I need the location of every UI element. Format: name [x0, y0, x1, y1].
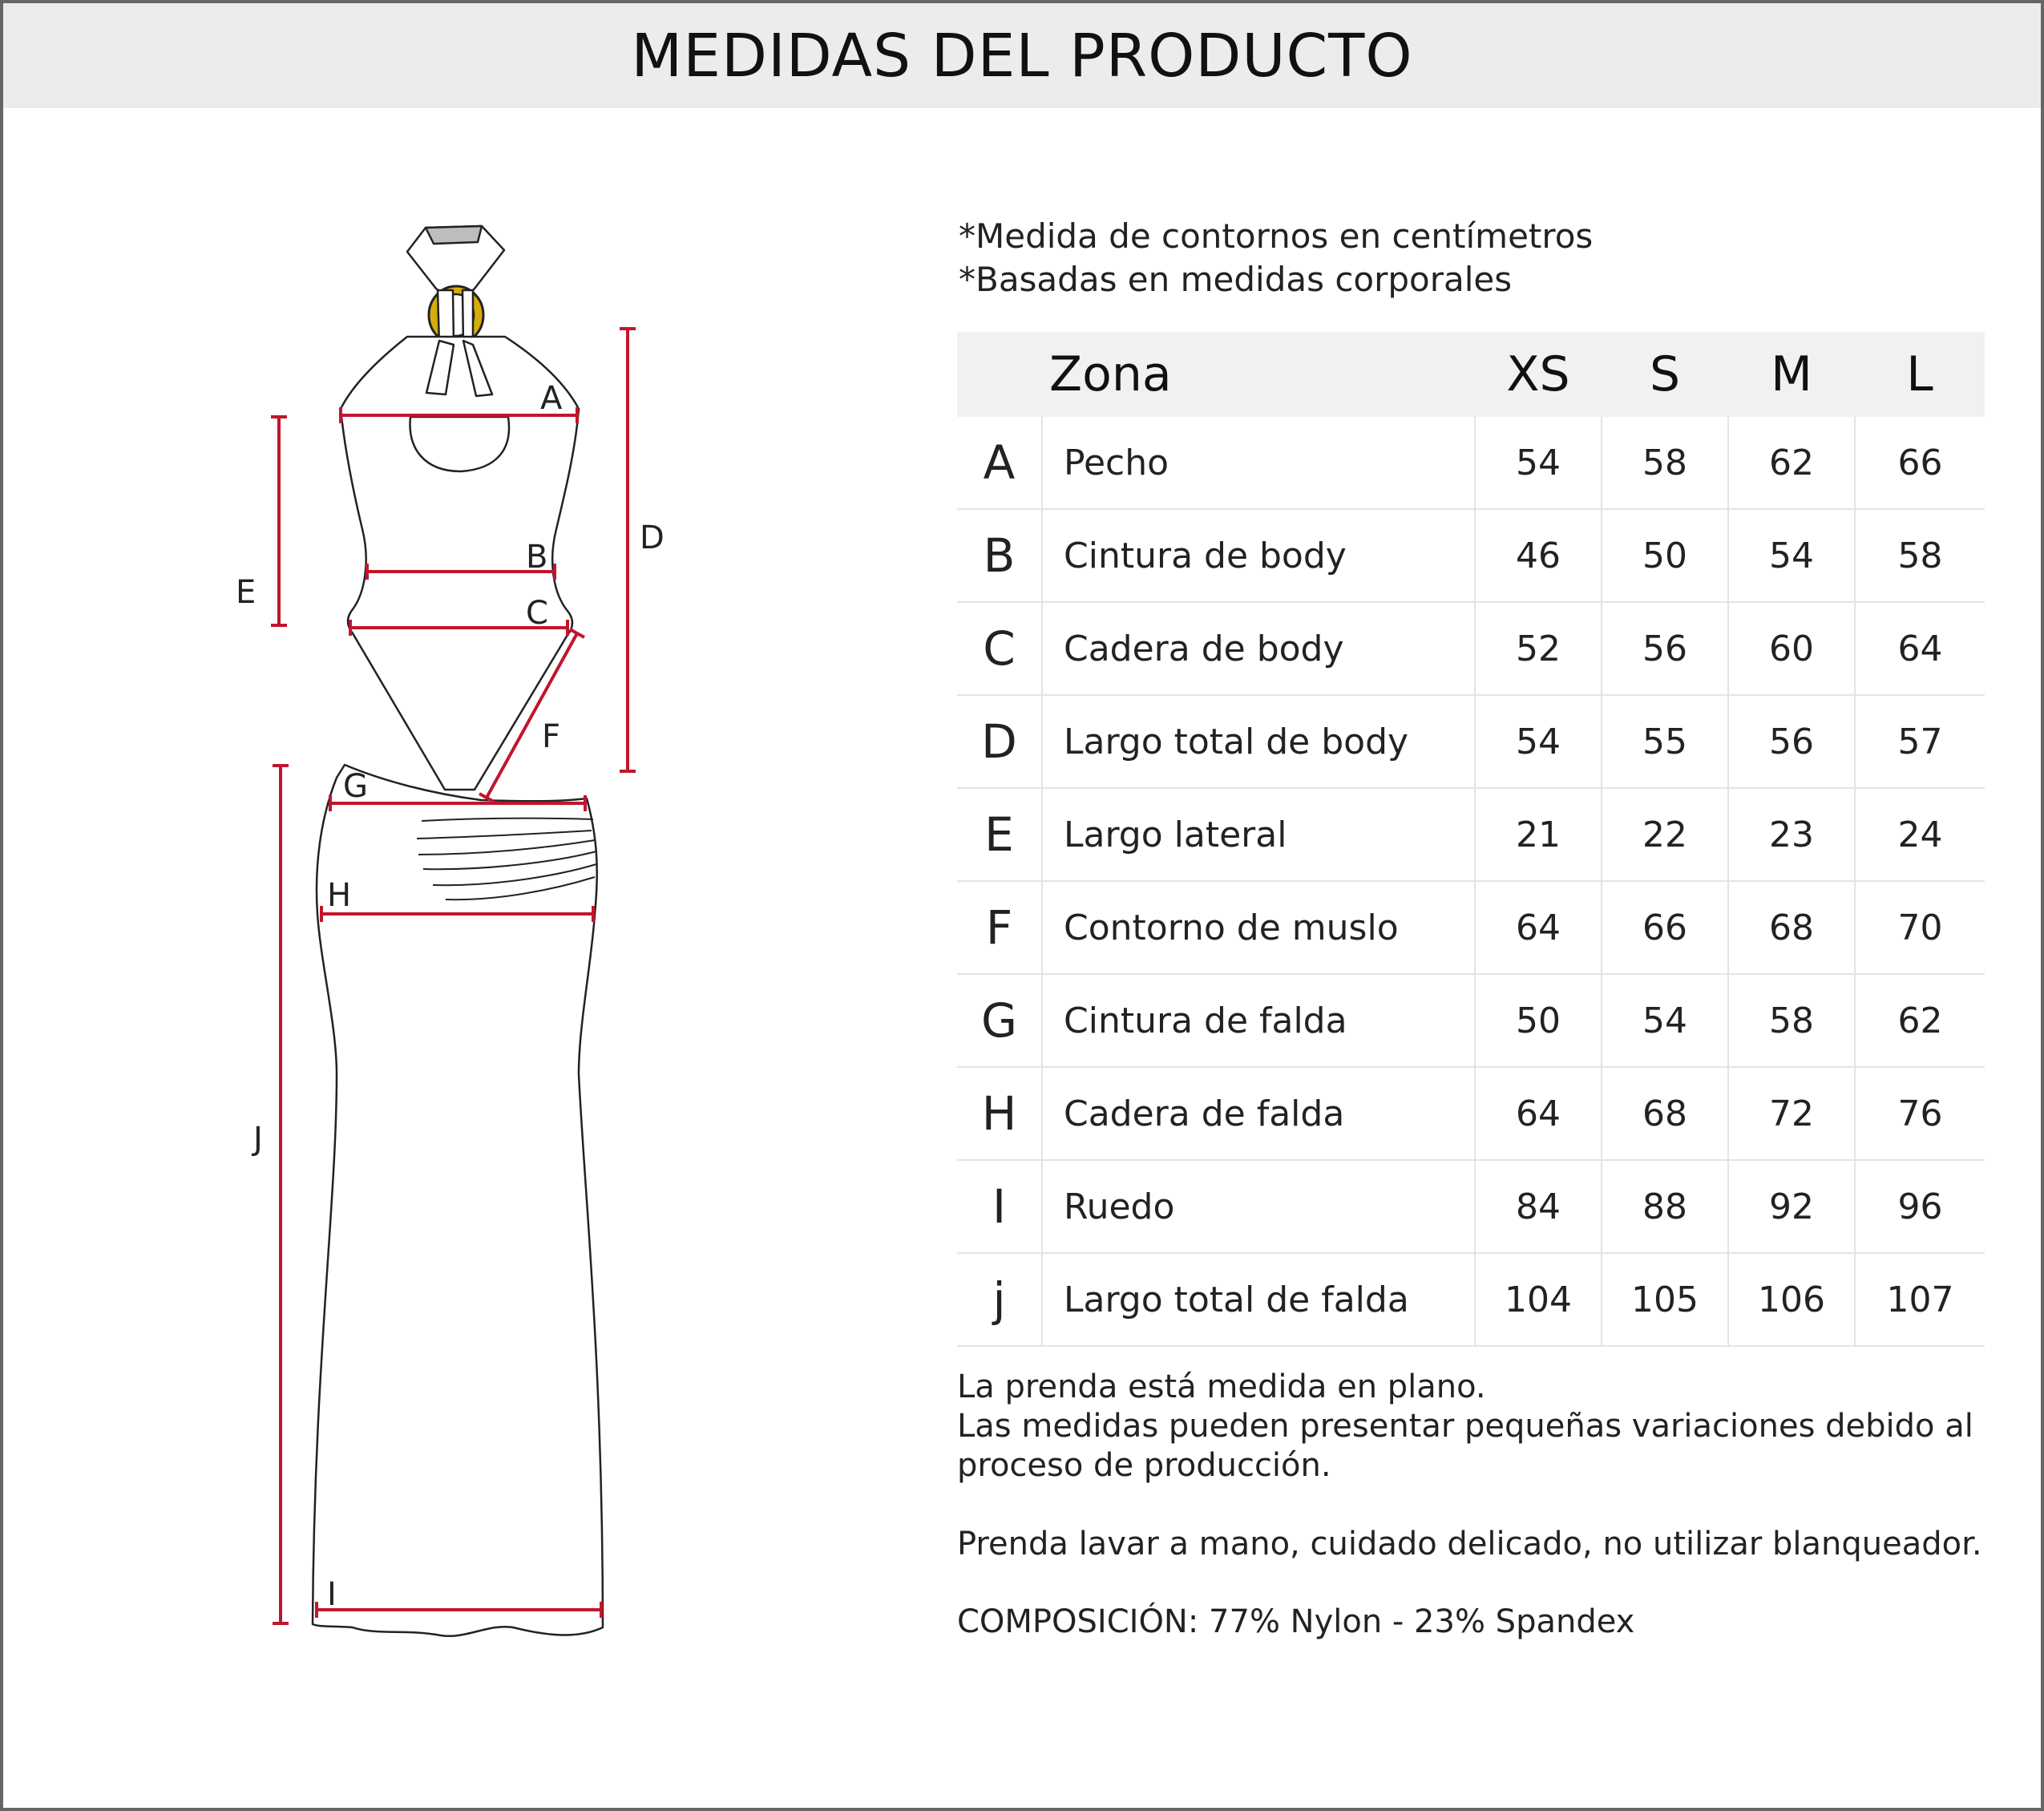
title-bar: [3, 3, 2041, 108]
label-h: H: [327, 877, 352, 914]
label-c: C: [526, 595, 548, 632]
row-value: 22: [1602, 788, 1728, 881]
table-row: [957, 509, 1985, 602]
note-contours: *Medida de contornos en centímetros: [959, 216, 1594, 256]
table-row: [957, 881, 1985, 974]
row-value: 23: [1728, 788, 1855, 881]
row-letter: D: [957, 695, 1042, 788]
row-letter: I: [957, 1160, 1042, 1253]
row-value: 66: [1855, 417, 1985, 509]
label-b: B: [526, 539, 548, 576]
row-zone: Cintura de body: [1042, 509, 1475, 602]
row-letter: G: [957, 974, 1042, 1067]
row-value: 106: [1728, 1253, 1855, 1346]
page-title: MEDIDAS DEL PRODUCTO: [631, 21, 1413, 91]
row-value: 68: [1602, 1067, 1728, 1160]
label-g: G: [343, 768, 368, 805]
skirt-outline: [313, 765, 603, 1636]
header-m: M: [1728, 332, 1855, 417]
row-value: 46: [1475, 509, 1602, 602]
row-zone: Ruedo: [1042, 1160, 1475, 1253]
row-zone: Cadera de falda: [1042, 1067, 1475, 1160]
table-row: [957, 1067, 1985, 1160]
note-body-measures: *Basadas en medidas corporales: [959, 260, 1513, 299]
row-zone: Pecho: [1042, 417, 1475, 509]
row-zone: Largo total de falda: [1042, 1253, 1475, 1346]
row-zone: Cintura de falda: [1042, 974, 1475, 1067]
row-letter: E: [957, 788, 1042, 881]
table-row: [957, 602, 1985, 695]
label-d: D: [640, 519, 665, 556]
row-value: 56: [1728, 695, 1855, 788]
label-a: A: [540, 380, 563, 417]
row-zone: Cadera de body: [1042, 602, 1475, 695]
composition: COMPOSICIÓN: 77% Nylon - 23% Spandex: [957, 1603, 1635, 1640]
row-letter: H: [957, 1067, 1042, 1160]
row-value: 64: [1855, 602, 1985, 695]
row-letter: B: [957, 509, 1042, 602]
row-value: 64: [1475, 881, 1602, 974]
notes-top: [959, 215, 1593, 301]
header-l: L: [1855, 332, 1985, 417]
row-value: 58: [1602, 417, 1728, 509]
header-zona: Zona: [957, 332, 1475, 417]
row-zone: Largo lateral: [1042, 788, 1475, 881]
collar-gray: [426, 226, 482, 244]
row-value: 70: [1855, 881, 1985, 974]
header-xs: XS: [1475, 332, 1602, 417]
note-variations: Las medidas pueden presentar pequeñas variaciones debido al proceso de producción.: [957, 1408, 1973, 1484]
row-letter: j: [957, 1253, 1042, 1346]
size-table: [957, 332, 1985, 1347]
row-value: 50: [1475, 974, 1602, 1067]
row-value: 58: [1855, 509, 1985, 602]
row-value: 88: [1602, 1160, 1728, 1253]
row-value: 54: [1475, 417, 1602, 509]
row-value: 104: [1475, 1253, 1602, 1346]
row-value: 62: [1855, 974, 1985, 1067]
row-value: 76: [1855, 1067, 1985, 1160]
table-header-row: [957, 332, 1985, 417]
row-letter: A: [957, 417, 1042, 509]
table-row: [957, 1253, 1985, 1346]
table-row: [957, 417, 1985, 509]
table-row: [957, 695, 1985, 788]
row-value: 52: [1475, 602, 1602, 695]
note-measured-flat: La prenda está medida en plano.: [957, 1368, 1486, 1405]
label-j: J: [253, 1121, 263, 1158]
label-f: F: [542, 718, 561, 755]
row-value: 50: [1602, 509, 1728, 602]
care-instructions: Prenda lavar a mano, cuidado delicado, no utilizar blanqueador.: [957, 1526, 1982, 1562]
row-value: 21: [1475, 788, 1602, 881]
row-value: 24: [1855, 788, 1985, 881]
row-value: 57: [1855, 695, 1985, 788]
row-zone: Contorno de muslo: [1042, 881, 1475, 974]
label-i: I: [327, 1576, 337, 1613]
row-value: 66: [1602, 881, 1728, 974]
garment-diagram: [0, 112, 922, 1716]
row-value: 84: [1475, 1160, 1602, 1253]
row-value: 72: [1728, 1067, 1855, 1160]
row-value: 54: [1728, 509, 1855, 602]
label-e: E: [236, 574, 257, 611]
row-value: 105: [1602, 1253, 1728, 1346]
row-value: 96: [1855, 1160, 1985, 1253]
table-row: [957, 974, 1985, 1067]
row-value: 68: [1728, 881, 1855, 974]
row-value: 107: [1855, 1253, 1985, 1346]
header-s: S: [1602, 332, 1728, 417]
notes-bottom: [957, 1368, 2023, 1642]
row-value: 58: [1728, 974, 1855, 1067]
row-value: 56: [1602, 602, 1728, 695]
row-zone: Largo total de body: [1042, 695, 1475, 788]
row-value: 64: [1475, 1067, 1602, 1160]
table-row: [957, 788, 1985, 881]
row-letter: F: [957, 881, 1042, 974]
row-value: 92: [1728, 1160, 1855, 1253]
row-letter: C: [957, 602, 1042, 695]
row-value: 55: [1602, 695, 1728, 788]
row-value: 54: [1602, 974, 1728, 1067]
row-value: 62: [1728, 417, 1855, 509]
row-value: 54: [1475, 695, 1602, 788]
row-value: 60: [1728, 602, 1855, 695]
table-row: [957, 1160, 1985, 1253]
